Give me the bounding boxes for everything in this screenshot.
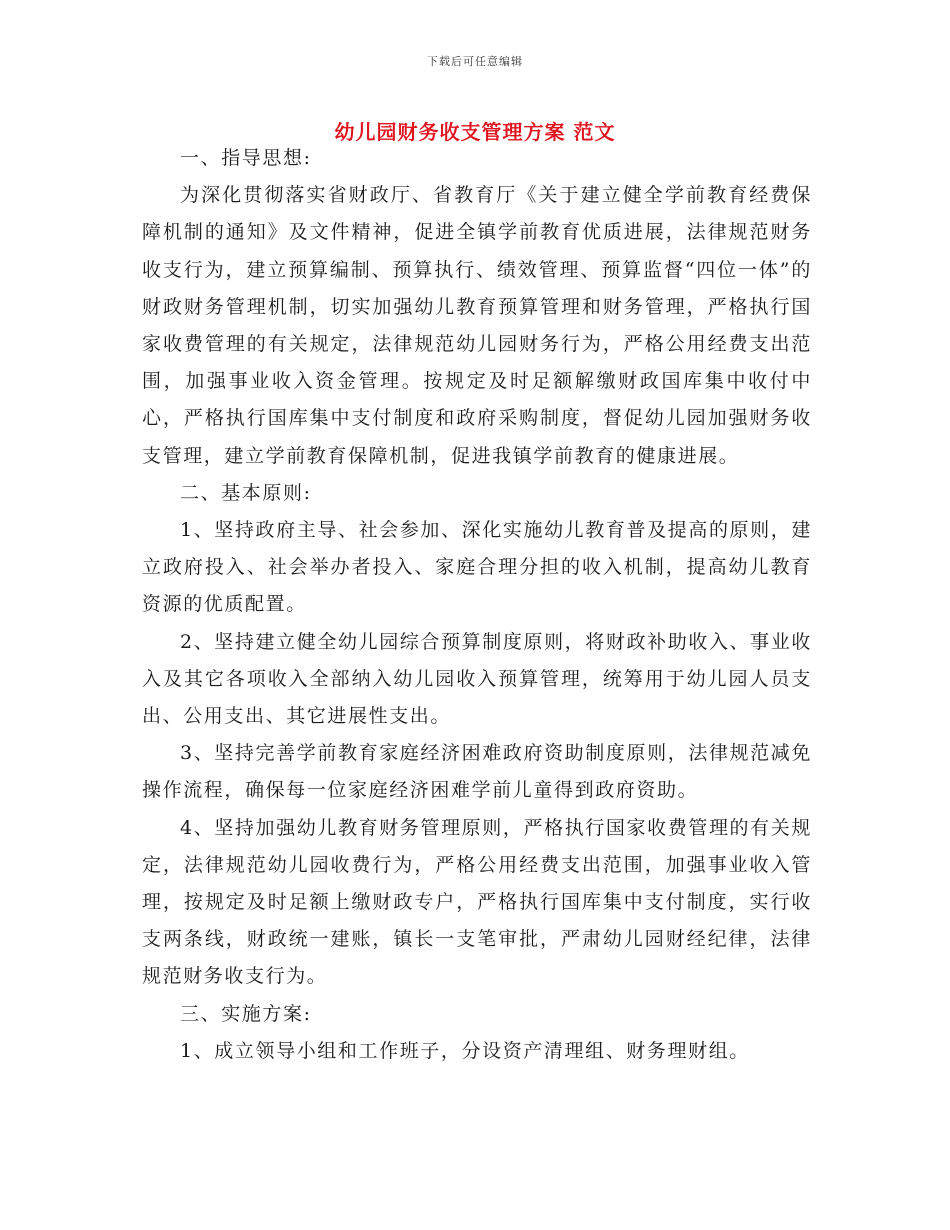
section-heading-basic-principles: 二、基本原则: [180,481,312,504]
paragraph-principle-1: 1、坚持政府主导、社会参加、深化实施幼儿教育普及提高的原则，建立政府投入、社会举办者投入、家庭合理分担的收入机制，提高幼儿教育资源的优质配置。 [142,519,812,616]
document-title: 幼儿园财务收支管理方案 范文 [334,120,616,144]
paragraph-principle-4: 4、坚持加强幼儿教育财务管理原则，严格执行国家收费管理的有关规定，法律规范幼儿园收费行为，严格公用经费支出范围，加强事业收入管理，按规定及时足额上缴财政专户，严格执行国库集中支付制度，实行收支两条线，财政统一建账，镇长一支笔审批，严肃幼儿园财经纪律，法律规范财务收支行为。 [142,816,812,988]
paragraph-principle-2: 2、坚持建立健全幼儿园综合预算制度原则，将财政补助收入、事业收入及其它各项收入全部纳入幼儿园收入预算管理，统筹用于幼儿园人员支出、公用支出、其它进展性支出。 [142,630,812,728]
header-note: 下载后可任意编辑 [427,55,523,68]
paragraph-implementation-1: 1、成立领导小组和工作班子，分设资产清理组、财务理财组。 [180,1039,750,1062]
paragraph-guiding-principle: 为深化贯彻落实省财政厅、省教育厅《关于建立健全学前教育经费保障机制的通知》及文件精神，促进全镇学前教育优质进展，法律规范财务收支行为，建立预算编制、预算执行、绩效管理、预算监督“四位一体”的财政财务管理机制，切实加强幼儿教育预算管理和财务管理，严格执行国家收费管理的有关规定，法律规范幼儿园财务行为，严格公用经费支出范围，加强事业收入资金管理。按规定及时足额解缴财政国库集中收付中心，严格执行国库集中支付制度和政府采购制度，督促幼儿园加强财务收支管理，建立学前教育保障机制，促进我镇学前教育的健康进展。 [142,184,812,467]
document-body [142,140,812,1070]
paragraph-principle-3: 3、坚持完善学前教育家庭经济困难政府资助制度原则，法律规范减免操作流程，确保每一位家庭经济困难学前儿童得到政府资助。 [142,742,812,802]
section-heading-guiding-principle: 一、指导思想: [180,147,312,169]
section-heading-implementation: 三、实施方案: [180,1002,312,1025]
